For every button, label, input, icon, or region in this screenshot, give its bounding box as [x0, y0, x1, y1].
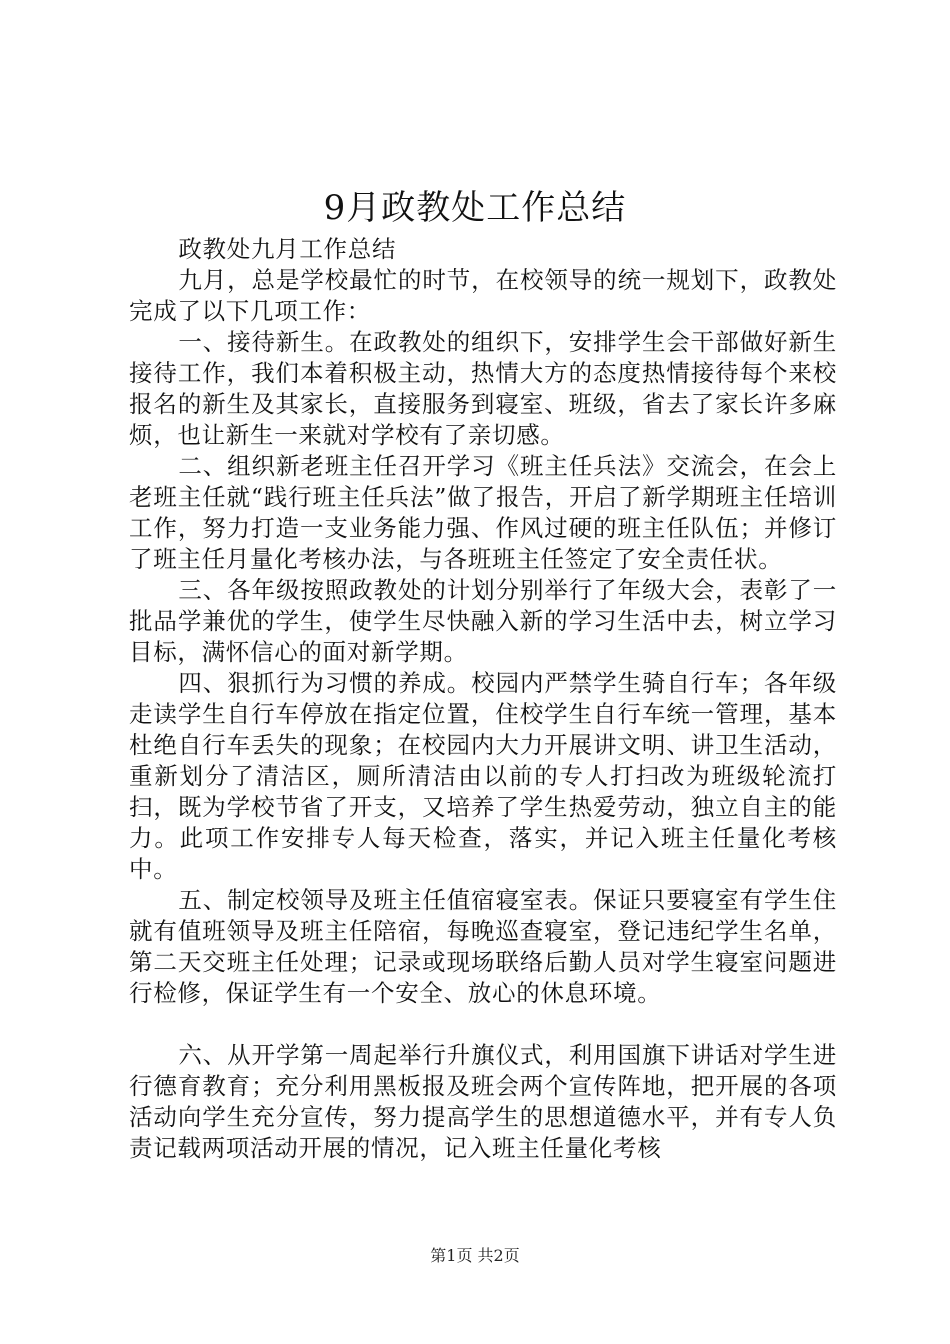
paragraph-item-3: 三、各年级按照政教处的计划分别举行了年级大会，表彰了一批品学兼优的学生，使学生尽快融入新的学习生活中去，树立学习目标，满怀信心的面对新学期。: [129, 576, 837, 666]
paragraph-item-4: 四、狠抓行为习惯的养成。校园内严禁学生骑自行车；各年级走读学生自行车停放在指定位置，住校学生自行车统一管理，基本杜绝自行车丢失的现象；在校园内大力开展讲文明、讲卫生活动，重新划分了清洁区，厕所清洁由以前的专人打扫改为班级轮流打扫，既为学校节省了开支，又培养了学生热爱劳动，独立自主的能力。此项工作安排专人每天检查，落实，并记入班主任量化考核中。: [129, 669, 837, 883]
paragraph-item-1: 一、接待新生。在政教处的组织下，安排学生会干部做好新生接待工作，我们本着积极主动，热情大方的态度热情接待每个来校报名的新生及其家长，直接服务到寝室、班级，省去了家长许多麻烦，也让新生一来就对学校有了亲切感。: [129, 328, 837, 449]
document-body: [129, 234, 837, 1164]
paragraph-intro: 九月，总是学校最忙的时节，在校领导的统一规划下，政教处完成了以下几项工作：: [129, 266, 837, 325]
paragraph-item-6: 六、从开学第一周起举行升旗仪式，利用国旗下讲话对学生进行德育教育；充分利用黑板报及班会两个宣传阵地，把开展的各项活动向学生充分宣传，努力提高学生的思想道德水平，并有专人负责记载两项活动开展的情况，记入班主任量化考核: [129, 1041, 837, 1162]
paragraph-item-5: 五、制定校领导及班主任值宿寝室表。保证只要寝室有学生住就有值班领导及班主任陪宿，每晚巡查寝室，登记违纪学生名单，第二天交班主任处理；记录或现场联络后勤人员对学生寝室问题进行检修，保证学生有一个安全、放心的休息环境。: [129, 886, 837, 1007]
document-title: 9月政教处工作总结: [323, 188, 627, 228]
paragraph-item-2: 二、组织新老班主任召开学习《班主任兵法》交流会，在会上老班主任就“践行班主任兵法”做了报告，开启了新学期班主任培训工作，努力打造一支业务能力强、作风过硬的班主任队伍；并修订了班主任月量化考核办法，与各班班主任签定了安全责任状。: [129, 452, 837, 573]
page-number-footer: 第1页 共2页: [430, 1246, 520, 1265]
paragraph-subtitle: 政教处九月工作总结: [178, 235, 397, 263]
